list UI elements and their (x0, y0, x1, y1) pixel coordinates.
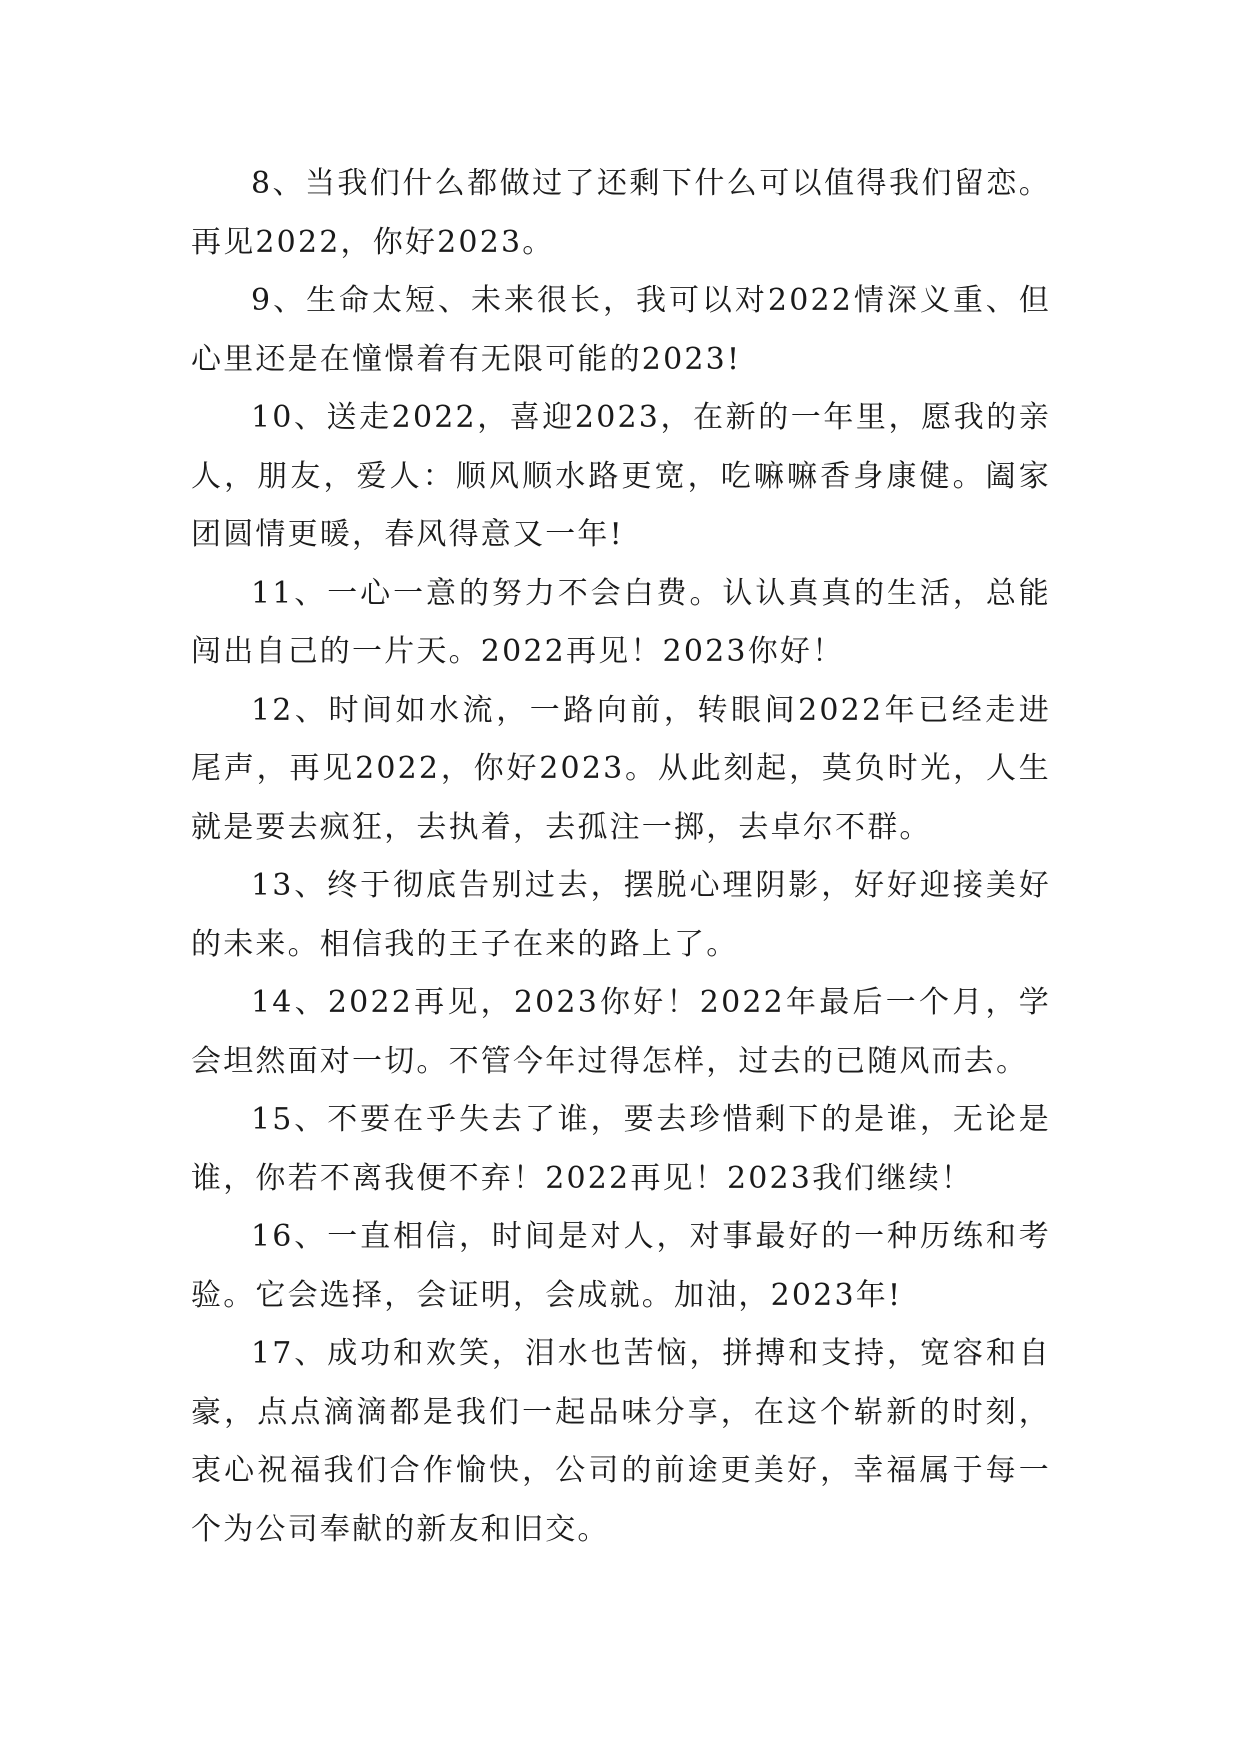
paragraph-8: 8、当我们什么都做过了还剩下什么可以值得我们留恋。再见2022，你好2023。 (191, 166, 1051, 260)
document-body (191, 155, 1051, 1559)
paragraph-10: 10、送走2022，喜迎2023，在新的一年里，愿我的亲人，朋友，爱人：顺风顺水路更宽，吃嘛嘛香身康健。阖家团圆情更暖，春风得意又一年! (191, 400, 1051, 552)
paragraph-15: 15、不要在乎失去了谁，要去珍惜剩下的是谁，无论是谁，你若不离我便不弃！2022再见！2023我们继续！ (191, 1102, 1051, 1196)
paragraph-14: 14、2022再见，2023你好！2022年最后一个月，学会坦然面对一切。不管今年过得怎样，过去的已随风而去。 (191, 985, 1051, 1079)
paragraph-9: 9、生命太短、未来很长，我可以对2022情深义重、但心里还是在憧憬着有无限可能的2023! (191, 283, 1051, 377)
paragraph-12: 12、时间如水流，一路向前，转眼间2022年已经走进尾声，再见2022，你好2023。从此刻起，莫负时光，人生就是要去疯狂，去执着，去孤注一掷，去卓尔不群。 (191, 692, 1051, 845)
paragraph-13: 13、终于彻底告别过去，摆脱心理阴影，好好迎接美好的未来。相信我的王子在来的路上了。 (191, 868, 1051, 962)
paragraph-11: 11、一心一意的努力不会白费。认认真真的生活，总能闯出自己的一片天。2022再见！2023你好！ (191, 575, 1051, 669)
paragraph-16: 16、一直相信，时间是对人，对事最好的一种历练和考验。它会选择，会证明，会成就。加油，2023年! (191, 1219, 1051, 1313)
paragraph-17: 17、成功和欢笑，泪水也苦恼，拼搏和支持，宽容和自豪，点点滴滴都是我们一起品味分享，在这个崭新的时刻，衷心祝福我们合作愉快，公司的前途更美好，幸福属于每一个为公司奉献的新友和旧交。 (191, 1336, 1051, 1547)
